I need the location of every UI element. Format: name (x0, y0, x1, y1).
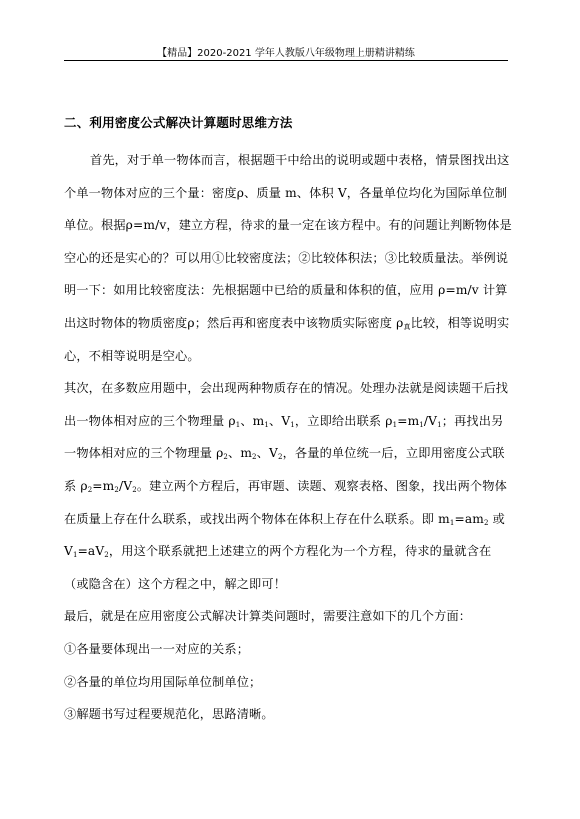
paragraph-text: 其次，在多数应用题中，会出现两种物质存在的情况。处理办法就是阅读题干后找出一物体相对应的三个物理量 ρ (64, 381, 509, 428)
paragraph-finally: 最后，就是在应用密度公式解决计算类问题时，需要注意如下的几个方面： (64, 609, 472, 624)
subscript: 2 (114, 485, 119, 494)
header-divider (64, 60, 508, 61)
paragraph-text: =m (92, 478, 115, 493)
list-item: ③解题书写过程要规范化，思路清晰。 (64, 707, 274, 722)
section-title: 二、利用密度公式解决计算题时思维方法 (64, 115, 293, 130)
paragraph-text: ，立即给出联系 ρ (294, 413, 393, 428)
subscript: 2 (104, 551, 109, 560)
subscript: 1 (290, 420, 295, 429)
body-text (64, 144, 512, 731)
subscript: 1 (264, 420, 269, 429)
subscript: 2 (483, 518, 489, 527)
subscript: 真 (403, 322, 411, 331)
paragraph-text: =m (397, 413, 420, 428)
paragraph-text: 首先，对于单一物体而言，根据题干中给出的说明或题中表格，情景图找出这个单一物体对应的三个量：密度ρ、质量 m、体积 V，各量单位均化为国际单位制单位。根据ρ=m/v，建立方程，待求的量一定在该方程中。有的问题让判断物体是空心的还是实心的？可以用①比较密度法；②比较体积法；③比较质量法。举例说明一下：如用比较密度法：先根据题中已给的质量和体积的值，应用 ρ=m/v 计算出这时物体的物质密度ρ；然后再和密度表中该物质实际密度 ρ (64, 153, 512, 330)
subscript: 2 (277, 453, 283, 462)
paragraph-text: =aV (77, 544, 105, 559)
subscript: 2 (87, 485, 93, 494)
paragraph-text: =am (454, 511, 484, 526)
subscript: 1 (72, 551, 78, 560)
subscript: 1 (449, 518, 455, 527)
list-item: ②各量的单位均用国际单位制单位； (64, 674, 262, 689)
paragraph-two-substances (64, 372, 512, 600)
paragraph-text: 、V (256, 446, 278, 461)
paragraph-text: 、m (228, 446, 253, 461)
paragraph-text: 或 V (64, 511, 505, 559)
paragraph-text: 比较，相等说明实心，不相等说明是空心。 (64, 315, 510, 363)
paragraph-text: 。建立两个方程后，再审题、读题、观察表格、图象，找出两个物体在质量上存在什么联系，或找出两个物体在体积上存在什么联系。即 m (64, 478, 507, 526)
subscript: 2 (132, 485, 137, 494)
subscript: 1 (437, 420, 442, 429)
paragraph-text: ，用这个联系就把上述建立的两个方程化为一个方程，待求的量就含在（或隐含在）这个方程之中，解之即可！ (64, 544, 492, 591)
paragraph-text: ，各量的单位统一后，立即用密度公式联系 ρ (64, 446, 505, 493)
paragraph-text: /V (118, 478, 133, 493)
subscript: 2 (252, 453, 257, 462)
paragraph-text: ；再找出另一物体相对应的三个物理量 ρ (64, 413, 504, 461)
paragraph-text: 、V (269, 413, 291, 428)
paragraph-single-object (64, 144, 512, 372)
list-item: ①各量要体现出一一对应的关系； (64, 641, 250, 656)
subscript: 1 (235, 420, 241, 429)
paragraph-text: 、m (240, 413, 265, 428)
page-header: 【精品】2020-2021 学年人教版八年级物理上册精讲精练 (157, 48, 415, 59)
subscript: 1 (392, 420, 398, 429)
subscript: 2 (223, 453, 228, 462)
paragraph-text: /V (423, 413, 438, 428)
subscript: 1 (419, 420, 424, 429)
